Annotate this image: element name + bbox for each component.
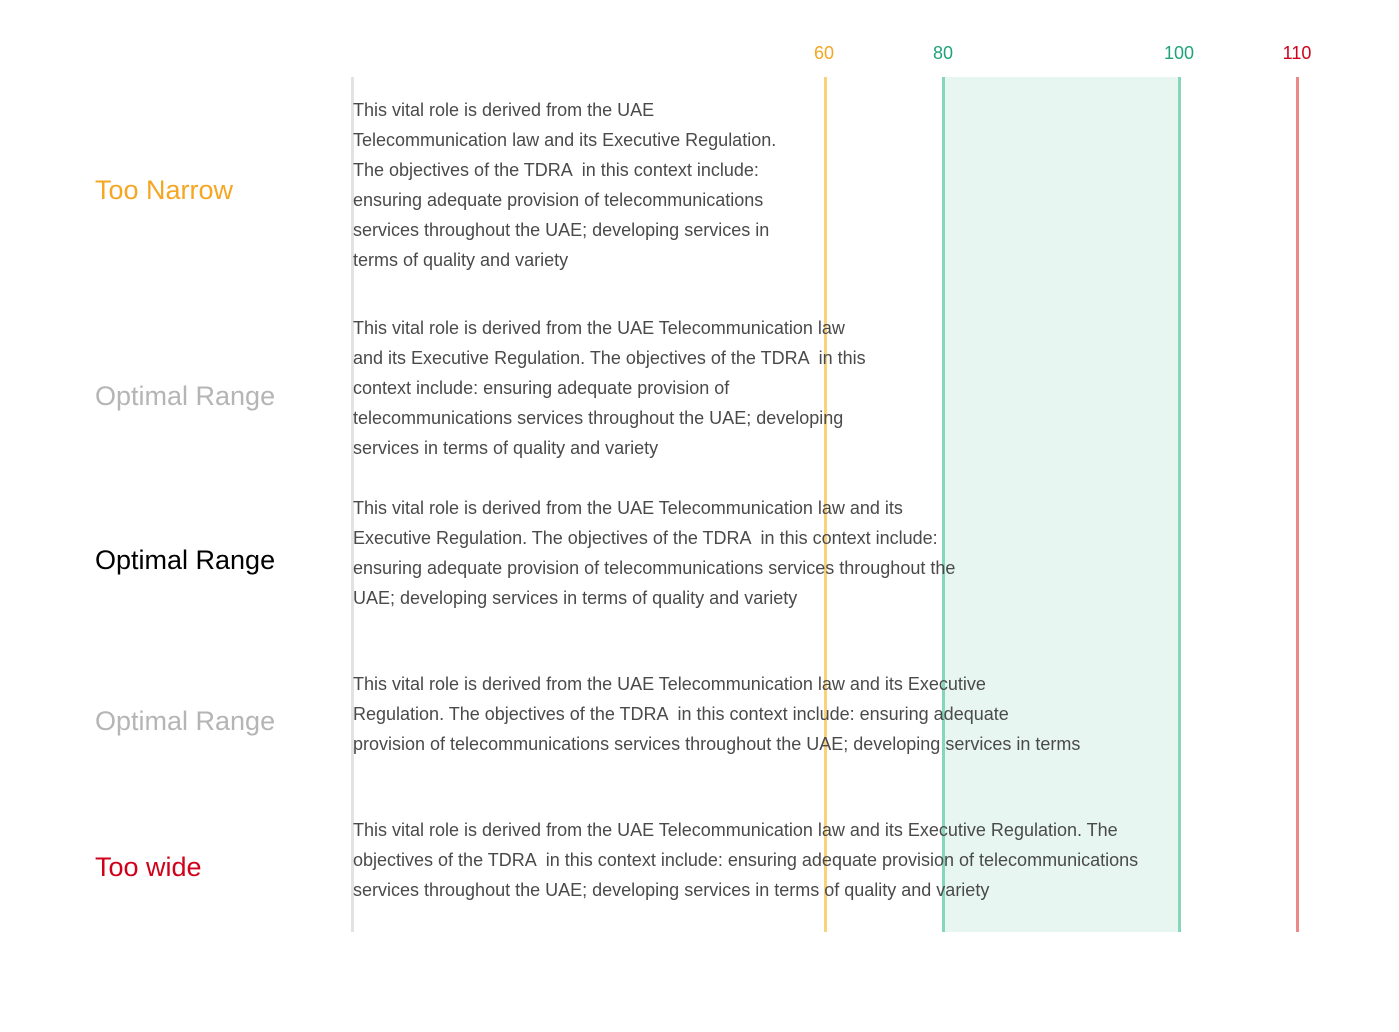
paragraph-line: Executive Regulation. The objectives of the TDRA in this context include: bbox=[353, 528, 938, 548]
paragraph-line: This vital role is derived from the UAE Telecommunication law and its Executive Regulation. The bbox=[353, 820, 1118, 840]
paragraph-line: and its Executive Regulation. The objectives of the TDRA in this bbox=[353, 348, 866, 368]
paragraph-line: This vital role is derived from the UAE Telecommunication law bbox=[353, 318, 845, 338]
paragraph-line: UAE; developing services in terms of quality and variety bbox=[353, 588, 798, 608]
row-label-optimal-range-3: Optimal Range bbox=[95, 706, 276, 736]
row-label-too-wide: Too wide bbox=[95, 852, 202, 882]
paragraph-optimal-range-2 bbox=[353, 493, 955, 613]
paragraph-line: This vital role is derived from the UAE Telecommunication law and its bbox=[353, 498, 903, 518]
paragraph-line: ensuring adequate provision of telecommunications bbox=[353, 190, 764, 210]
marker-100-line bbox=[1178, 77, 1181, 932]
paragraph-line: telecommunications services throughout the UAE; developing bbox=[353, 408, 844, 428]
paragraph-line: This vital role is derived from the UAE bbox=[353, 100, 655, 120]
row-label-too-narrow: Too Narrow bbox=[95, 175, 234, 205]
paragraph-line: ensuring adequate provision of telecommunications services throughout the bbox=[353, 558, 956, 578]
paragraph-line: objectives of the TDRA in this context include: ensuring adequate provision of telecommunications bbox=[353, 850, 1139, 870]
paragraph-line: The objectives of the TDRA in this context include: bbox=[353, 160, 759, 180]
paragraph-line: services throughout the UAE; developing services in bbox=[353, 220, 770, 240]
paragraph-too-narrow bbox=[353, 95, 776, 275]
row-label-optimal-range-2: Optimal Range bbox=[95, 545, 276, 575]
paragraph-line: terms of quality and variety bbox=[353, 250, 569, 270]
paragraph-line: services throughout the UAE; developing services in terms of quality and variety bbox=[353, 880, 990, 900]
marker-100-label: 100 bbox=[1163, 43, 1195, 63]
paragraph-line: provision of telecommunications services throughout the UAE; developing services in terms bbox=[353, 734, 1081, 754]
marker-110-line bbox=[1296, 77, 1299, 932]
marker-60-label: 60 bbox=[813, 43, 835, 63]
paragraph-line: This vital role is derived from the UAE Telecommunication law and its Executive bbox=[353, 674, 986, 694]
marker-80-label: 80 bbox=[932, 43, 954, 63]
paragraph-line: Regulation. The objectives of the TDRA in this context include: ensuring adequate bbox=[353, 704, 1009, 724]
paragraph-optimal-range-3 bbox=[353, 669, 1080, 759]
optimal-range-band bbox=[943, 77, 1179, 932]
paragraph-line: context include: ensuring adequate provision of bbox=[353, 378, 730, 398]
paragraph-line: Telecommunication law and its Executive Regulation. bbox=[353, 130, 777, 150]
paragraph-optimal-range-1 bbox=[353, 313, 866, 463]
marker-110-label: 110 bbox=[1282, 43, 1312, 63]
paragraph-too-wide bbox=[353, 815, 1138, 905]
paragraph-line: services in terms of quality and variety bbox=[353, 438, 659, 458]
row-label-optimal-range-1: Optimal Range bbox=[95, 381, 276, 411]
